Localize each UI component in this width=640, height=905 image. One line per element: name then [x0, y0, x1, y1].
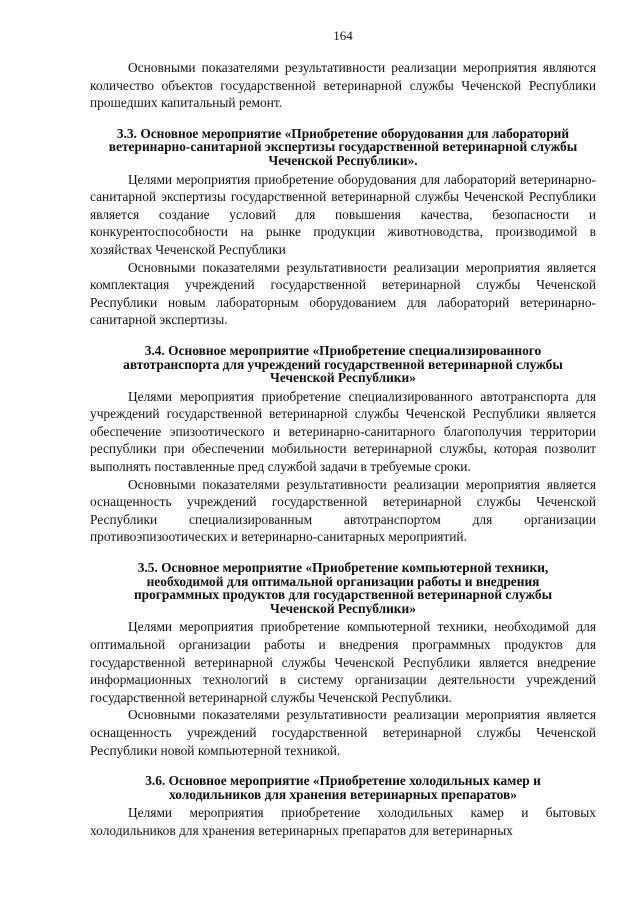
- document-page: [90, 28, 596, 840]
- paragraph-goals-3-6: Целями мероприятия приобретение холодильных камер и бытовых холодильников для хранения ветеринарных препаратов для ветеринарных: [90, 805, 596, 838]
- paragraph-results-repair: Основными показателями результативности реализации мероприятия являются количество объектов государственной ветеринарной службы Чеченской Республики прошедших капитальный ремонт.: [90, 60, 596, 111]
- paragraph-goals-3-5: Целями мероприятия приобретение компьютерной техники, необходимой для оптимальной организации работы и внедрения программных продуктов для государственной ветеринарной службы Чеченской Республики является внедрение информационных технологий в систему организации деятельности учреждений государственной ветеринарной службы Чеченской Республики.: [90, 619, 596, 705]
- paragraph-results-3-4: Основными показателями результативности реализации мероприятия является оснащенность учреждений государственной ветеринарной службы Чеченской Республики специализированным автотранспортом для организации противоэпизоотических и ветеринарно-санитарных мероприятий.: [90, 476, 596, 545]
- section-heading-3-3: 3.3. Основное мероприятие «Приобретение оборудования для лабораторий ветеринарно-санитарной экспертизы государственной ветеринарной службы Чеченской Республики».: [108, 125, 578, 168]
- paragraph-goals-3-4: Целями мероприятия приобретение специализированного автотранспорта для учреждений государственной ветеринарной службы Чеченской Республики является обеспечение эпизоотического и ветеринарно-санитарного благополучия территории республики при обеспечении мобильности ветеринарной службы, которая позволит выполнять поставленные пред службой задачи в требуемые сроки.: [90, 388, 596, 475]
- section-heading-3-4: 3.4. Основное мероприятие «Приобретение специализированного автотранспорта для учреждений государственной ветеринарной службы Чеченской Республики»: [123, 342, 563, 386]
- paragraph-results-3-5: Основными показателями результативности реализации мероприятия является оснащенность учреждений государственной ветеринарной службы Чеченской Республики новой компьютерной техникой.: [90, 707, 596, 758]
- paragraph-goals-3-3: Целями мероприятия приобретение оборудования для лабораторий ветеринарно-санитарной экспертизы государственной ветеринарной службы Чеченской Республики является создание условий для повышения качества, безопасности и конкурентоспособности на рынке продукции животноводства, производимой в хозяйствах Чеченской Республики: [90, 171, 596, 257]
- paragraph-results-3-3: Основными показателями результативности реализации мероприятия является комплектация учреждений государственной ветеринарной службы Чеченской Республики новым лабораторным оборудованием для лабораторий ветеринарно-санитарной экспертизы.: [90, 259, 596, 328]
- page-number: 164: [333, 28, 353, 43]
- section-heading-3-5: 3.5. Основное мероприятие «Приобретение компьютерной техники, необходимой для оптимальной организации работы и внедрения программных продуктов для государственной ветеринарной службы Чеченской Республики»: [133, 560, 553, 616]
- section-heading-3-6: 3.6. Основное мероприятие «Приобретение холодильных камер и холодильников для хранения ветеринарных препаратов»: [145, 773, 541, 802]
